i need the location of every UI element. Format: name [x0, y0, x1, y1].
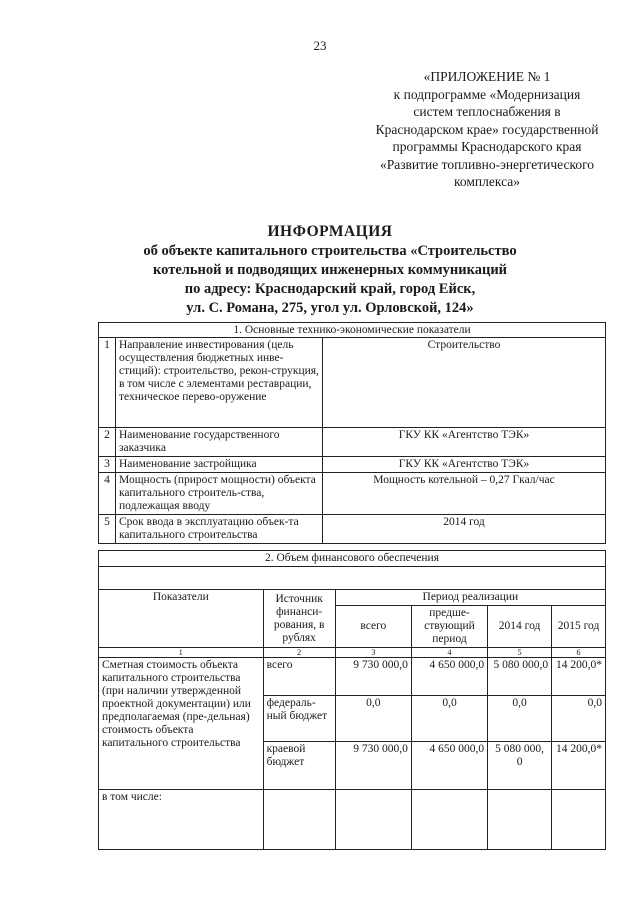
row-value: Мощность котельной – 0,27 Гкал/час — [323, 473, 606, 515]
section-title: 1. Основные технико-экономические показатели — [99, 323, 606, 338]
table-row — [99, 790, 606, 850]
row-value: ГКУ КК «Агентство ТЭК» — [323, 457, 606, 473]
row-number: 3 — [99, 457, 116, 473]
row-number: 4 — [99, 473, 116, 515]
source-cell: федераль-ный бюджет — [263, 696, 335, 742]
appendix-line: «ПРИЛОЖЕНИЕ № 1 — [423, 69, 551, 84]
table-row — [99, 658, 606, 696]
row-value: ГКУ КК «Агентство ТЭК» — [323, 428, 606, 457]
section-title: 2. Объем финансового обеспечения — [99, 551, 606, 567]
y2015-cell: 0,0 — [552, 696, 606, 742]
table-row — [99, 428, 606, 457]
empty-cell — [411, 790, 487, 850]
row-label: Срок ввода в эксплуатацию объек-та капитального строительства — [116, 515, 323, 544]
previous-cell: 4 650 000,0 — [411, 658, 487, 696]
row-value: 2014 год — [323, 515, 606, 544]
appendix-line: к подпрограмме «Модернизация — [393, 86, 581, 102]
header-2014: 2014 год — [488, 606, 552, 648]
heading-line: по адресу: Краснодарский край, город Ейск, — [184, 281, 476, 297]
y2014-cell: 5 080 000, 0 — [488, 742, 552, 790]
y2014-cell: 5 080 000,0 — [488, 658, 552, 696]
row-label: Наименование застройщика — [116, 457, 323, 473]
appendix-block — [352, 68, 622, 191]
appendix-line: «Развитие топливно-энергетического — [379, 156, 595, 172]
column-index: 3 — [335, 648, 411, 658]
table-row — [99, 457, 606, 473]
header-period: Период реализации — [335, 590, 605, 606]
technical-indicators-table — [98, 322, 606, 544]
header-previous: предше-ствующий период — [411, 606, 487, 648]
source-cell: краевой бюджет — [263, 742, 335, 790]
empty-cell — [488, 790, 552, 850]
empty-cell — [263, 790, 335, 850]
appendix-line: систем теплоснабжения в — [413, 104, 561, 119]
heading-line: ул. С. Романа, 275, угол ул. Орловской, 124» — [186, 300, 474, 316]
appendix-line: программы Краснодарского края — [392, 139, 582, 154]
document-heading — [80, 222, 580, 318]
column-index: 1 — [99, 648, 264, 658]
page-number: 23 — [313, 38, 327, 53]
row-label: Направление инвестирования (цель осуществления бюджетных инве-стиций): строительство, рекон-струкция, в том числе с элементами реставрации, техническое перево-оружение — [116, 338, 323, 428]
document-title: ИНФОРМАЦИЯ — [267, 223, 393, 240]
header-2015: 2015 год — [552, 606, 606, 648]
table-row — [99, 473, 606, 515]
heading-line: котельной и подводящих инженерных коммуникаций — [152, 262, 508, 278]
header-total: всего — [335, 606, 411, 648]
row-number: 2 — [99, 428, 116, 457]
source-cell: всего — [263, 658, 335, 696]
previous-cell: 0,0 — [411, 696, 487, 742]
y2015-cell: 14 200,0* — [552, 658, 606, 696]
row-label: Мощность (прирост мощности) объекта капитального строитель-ства, подлежащая вводу — [116, 473, 323, 515]
row-label: Наименование государственного заказчика — [116, 428, 323, 457]
column-index: 4 — [411, 648, 487, 658]
previous-cell: 4 650 000,0 — [411, 742, 487, 790]
column-index: 6 — [552, 648, 606, 658]
empty-cell — [335, 790, 411, 850]
row-number: 1 — [99, 338, 116, 428]
appendix-line: комплекса» — [454, 174, 520, 189]
appendix-line: Краснодарском крае» государственной — [375, 121, 599, 137]
empty-cell — [552, 790, 606, 850]
row-value: Строительство — [323, 338, 606, 428]
blank-row — [99, 567, 606, 590]
y2014-cell: 0,0 — [488, 696, 552, 742]
total-cell: 9 730 000,0 — [335, 742, 411, 790]
row-number: 5 — [99, 515, 116, 544]
heading-line: об объекте капитального строительства «Строительство — [143, 243, 517, 259]
header-source: Источник финанси-рования, в рублях — [263, 590, 335, 648]
indicator-label: Сметная стоимость объекта капитального строительства (при наличии утвержденной проектной документации) или предполагаемая (пре-дельная) стоимость объекта капитального строительства — [99, 658, 264, 790]
header-indicators: Показатели — [99, 590, 264, 648]
financing-table — [98, 550, 606, 850]
total-cell: 9 730 000,0 — [335, 658, 411, 696]
total-cell: 0,0 — [335, 696, 411, 742]
table-row — [99, 338, 606, 428]
including-label: в том числе: — [99, 790, 264, 850]
column-index: 5 — [488, 648, 552, 658]
table-row — [99, 515, 606, 544]
y2015-cell: 14 200,0* — [552, 742, 606, 790]
column-index: 2 — [263, 648, 335, 658]
